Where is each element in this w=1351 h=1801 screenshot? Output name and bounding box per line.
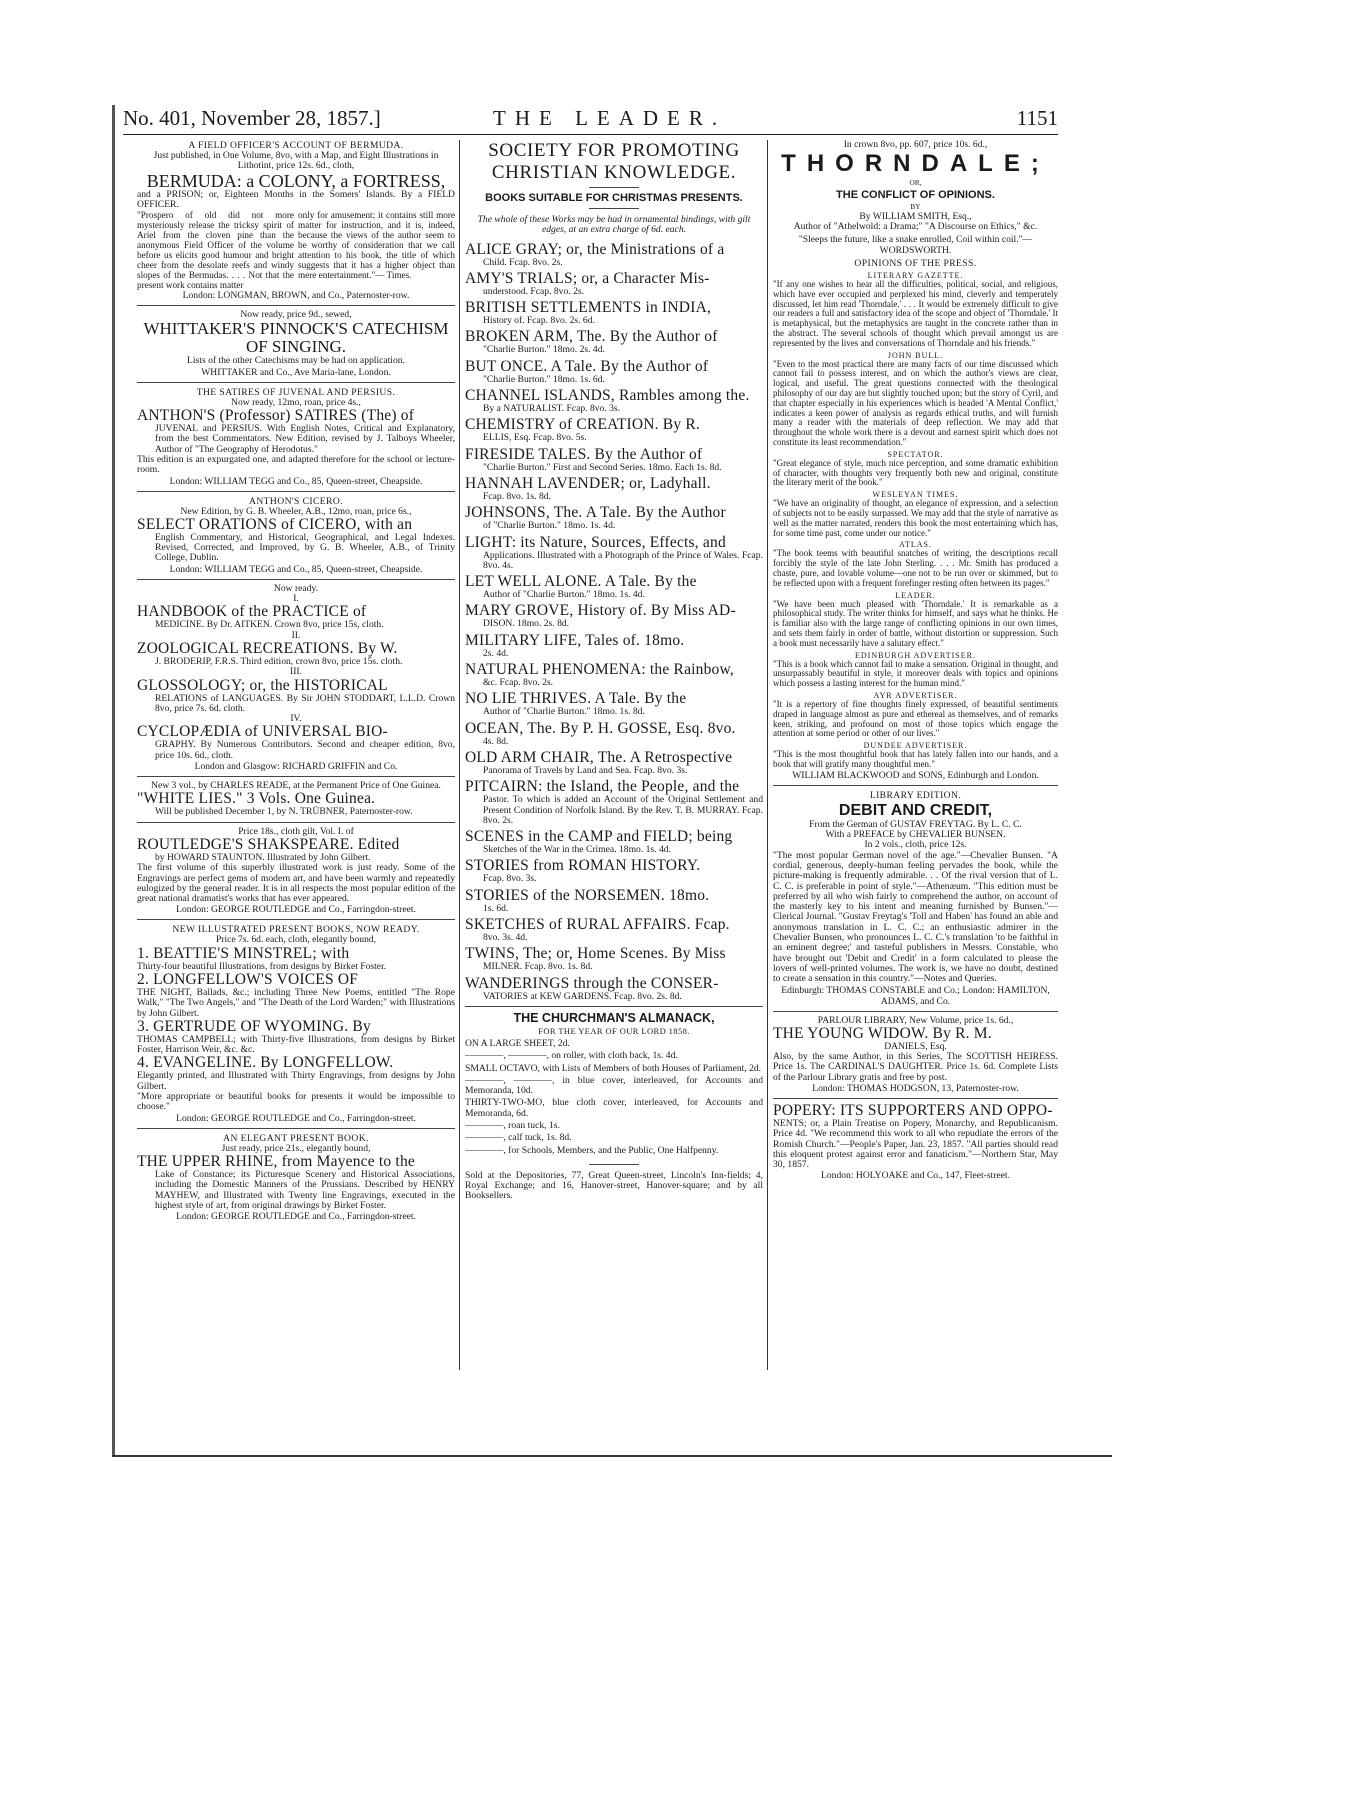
almanack-item: ————, roan tuck, 1s. <box>465 1119 560 1131</box>
newspaper-title: THE LEADER. <box>493 106 727 130</box>
book-title: PITCAIRN: the Island, the People, and the <box>465 778 740 796</box>
book-detail: Pastor. To which is added an Account of the Original Settlement and Present Condition of Norfolk Island. By the Rev. T. B. MURRAY. Fcap. 8vo. 2s. <box>483 794 763 826</box>
book-title: 2. LONGFELLOW'S VOICES OF <box>137 970 359 988</box>
issue-date: No. 401, November 28, 1857.] <box>123 106 381 130</box>
ad-intro: Now ready. <box>273 582 319 594</box>
book-detail: ELLIS, Esq. Fcap. 8vo. 5s. <box>483 432 587 444</box>
book-detail: VATORIES at KEW GARDENS. Fcap. 8vo. 2s. 8d. <box>483 990 682 1002</box>
almanack-title: THE CHURCHMAN'S ALMANACK, <box>513 1010 715 1025</box>
book-detail: &c. Fcap. 8vo. 2s. <box>483 677 554 689</box>
ad-kicker: ANTHON'S CICERO. <box>249 495 343 507</box>
almanack-item: ————, for Schools, Members, and the Public, One Halfpenny. <box>465 1144 719 1156</box>
ad-thorndale <box>773 140 1058 781</box>
review-text: "Even to the most practical there are many facts of our time discussed which cannot fail to possess interest, and on which the author's views are clear, logical, and useful. The great questions connected with the theological philosophy of our day are but slightly touched upon; but the story of Cyril, and that chapter especially in his experiences which is headed 'A Mental Conflict,' indicates a keen power of analysis as regards ethical truths, and will furnish many a reader with the materials of deep reflection. We may add that throughout the whole work there is a devout and earnest spirit which does not constitute its least recommendation." <box>773 358 1058 448</box>
ad-kicker: THE SATIRES OF JUVENAL AND PERSIUS. <box>196 386 396 398</box>
ad-body: Also, by the same Author, in this Series, The SCOTTISH HEIRESS. Price 1s. The CARDINAL'S DAUGHTER. Price 1s. 6d. Complete Lists of the Parlour Library gratis and free by post. <box>773 1051 1058 1083</box>
review-source: LITERARY GAZETTE. <box>867 271 964 281</box>
book-detail: THE NIGHT, Ballads, &c.; including Three New Poems, entitled "The Rope Walk," "The Two Angels," and "The Death of the Lord Warden;" with Illustrations by John Gilbert. <box>137 986 455 1019</box>
ad-present-books <box>137 924 455 1123</box>
ad-price: In 2 vols., cloth, price 12s. <box>864 839 967 851</box>
review-source: SPECTATOR. <box>887 449 944 459</box>
ad-kicker: NEW ILLUSTRATED PRESENT BOOKS, NOW READY. <box>172 924 420 936</box>
ad-publisher: WHITTAKER and Co., Ave Maria-lane, London. <box>201 366 391 378</box>
ad-intro: PARLOUR LIBRARY, New Volume, price 1s. 6d., <box>817 1014 1014 1026</box>
ad-intro: Just ready, price 21s., elegantly bound, <box>221 1142 371 1154</box>
almanack-item: ————, calf tuck, 1s. 8d. <box>465 1132 572 1144</box>
book-entry <box>465 535 763 572</box>
book-title: CHANNEL ISLANDS, Rambles among the. <box>465 387 750 405</box>
ad-shakspeare <box>137 827 455 916</box>
bottom-rule <box>112 1455 1112 1457</box>
ad-title: WHITTAKER'S PINNOCK'S CATECHISM OF SINGING. <box>143 319 449 357</box>
ad-reade <box>137 781 455 818</box>
book-title: BRITISH SETTLEMENTS in INDIA, <box>465 299 712 317</box>
book-detail: History of. Fcap. 8vo. 2s. 6d. <box>483 315 595 327</box>
book-title: GLOSSOLOGY; or, the HISTORICAL <box>137 676 388 694</box>
ad-subtitle: by HOWARD STAUNTON. Illustrated by John Gilbert. <box>155 851 371 863</box>
book-title: HANDBOOK of the PRACTICE of <box>137 603 367 621</box>
ad-quote <box>137 210 455 290</box>
book-detail: MEDICINE. By Dr. AITKEN. Crown 8vo, price 15s, cloth. <box>155 619 384 631</box>
ad-intro: Now ready, price 9d., sewed, <box>240 309 352 321</box>
ad-bermuda <box>137 140 455 301</box>
almanack-item: SMALL OCTAVO, with Lists of Members of both Houses of Parliament, 2d. <box>465 1062 762 1074</box>
ad-publisher: London: WILLIAM TEGG and Co., 85, Queen-street, Cheapside. <box>169 475 423 487</box>
ad-subtitle: THE CONFLICT OF OPINIONS. <box>836 188 995 201</box>
ad-intro: New 3 vol., by CHARLES READE, at the Permanent Price of One Guinea. <box>151 780 441 792</box>
ad-debit-credit <box>773 790 1058 1007</box>
review-text: "If any one wishes to hear all the difficulties, political, social, and religious, which have ever occupied and perplexed his mind, cleverly and temperately discussed, let him read 'Thorndale.' . . . It would be extremely difficult to give our readers a full and satisfactory idea of the scope and object of 'Thorndale.' It is metaphysical, but the metaphysics are taught in the concrete rather than in the abstract. The several schools of thought which prevail amongst us are represented by the lives and conversations of Thorndale and his friends." <box>773 279 1058 348</box>
book-entry <box>465 691 763 717</box>
book-entry <box>465 750 763 776</box>
book-detail: understood. Fcap. 8vo. 2s. <box>483 285 584 297</box>
almanack-subtitle: FOR THE YEAR OF OUR LORD 1858. <box>538 1025 690 1036</box>
ad-kicker: AN ELEGANT PRESENT BOOK. <box>223 1132 369 1144</box>
book-title: CHEMISTRY of CREATION. By R. <box>465 416 700 434</box>
book-entry <box>465 476 763 502</box>
book-title: SCENES in the CAMP and FIELD; being <box>465 828 733 846</box>
item-number: II. <box>291 629 301 641</box>
almanack-list <box>465 1039 763 1156</box>
book-entry <box>465 888 763 914</box>
books-heading: BOOKS SUITABLE FOR CHRISTMAS PRESENTS. <box>485 192 743 204</box>
ad-intro: Just published, in One Volume, 8vo, with a Map, and Eight Illustrations in Lithotint, price 12s. 6d., cloth, <box>153 150 439 172</box>
bindings-note: The whole of these Works may be had in ornamental bindings, with gilt edges, at an extra charge of 6d. each. <box>477 214 751 236</box>
review-source: WESLEYAN TIMES. <box>872 490 959 500</box>
review-text: "This is a book which cannot fail to make a sensation. Original in thought, and unsurpassably beautiful in style, it moreover deals with topics and opinions which possess a lasting interest for the human mind." <box>773 658 1058 689</box>
book-entry <box>465 779 763 826</box>
ad-publisher: London: THOMAS HODGSON, 13, Paternoster-row. <box>812 1082 1019 1094</box>
book-entry <box>465 662 763 688</box>
book-title: JOHNSONS, The. A Tale. By the Author <box>465 504 726 522</box>
book-entry <box>465 946 763 972</box>
opinions-heading: OPINIONS OF THE PRESS. <box>854 258 977 270</box>
column-left <box>137 140 455 1222</box>
ad-whittaker <box>137 310 455 378</box>
review-text: "We have an originality of thought, an elegance of expression, and a selection of subjects not to be easily surpassed. We may add that the style of narrative as well as the matter narrated, renders this book the most entertaining which has, for some time past, come under our notice." <box>773 498 1058 538</box>
ad-title: ROUTLEDGE'S SHAKSPEARE. Edited <box>137 835 400 853</box>
book-title: 4. EVANGELINE. By LONGFELLOW. <box>137 1054 394 1072</box>
book-detail: J. BRODERIP, F.R.S. Third edition, crown 8vo, price 15s. cloth. <box>155 655 403 667</box>
book-entry <box>465 858 763 884</box>
ad-upper-rhine <box>137 1133 455 1222</box>
book-title: NO LIE THRIVES. A Tale. By the <box>465 690 687 708</box>
book-entry <box>465 242 763 268</box>
ad-publisher: London: LONGMAN, BROWN, and Co., Paternoster-row. <box>182 290 410 302</box>
book-entry <box>465 721 763 747</box>
ad-intro: In crown 8vo, pp. 607, price 10s. 6d., <box>843 140 988 150</box>
book-detail: Fcap. 8vo. 3s. <box>483 873 537 885</box>
review-text: "The book teems with beautiful snatches of writing, the descriptions recall forcibly the style of the late John Sterling. . . . Mr. Smith has produced a chaste, pure, and lovable volume—one not to be run over or skimmed, but to be reflected upon with a frequent forefinger resting often between its pages." <box>773 548 1058 588</box>
book-detail: Thirty-four beautiful Illustrations, from designs by Birket Foster. <box>137 960 387 972</box>
book-title: STORIES from ROMAN HISTORY. <box>465 857 701 875</box>
book-detail: 4s. 8d. <box>483 735 509 747</box>
ad-publisher: Edinburgh: THOMAS CONSTABLE and Co.; London: HAMILTON, ADAMS, and Co. <box>781 984 1050 1007</box>
review-text: "It is a repertory of fine thoughts finely expressed, of beautiful sentiments draped in language almost as pure and ethereal as themselves, and of remarks keen, striking, and profound on most of those topics which engage the attention at some period or other of our lives." <box>773 698 1058 739</box>
ad-title: BERMUDA: a COLONY, a FORTRESS, <box>146 170 446 191</box>
book-title: LET WELL ALONE. A Tale. By the <box>465 573 697 591</box>
page-header <box>123 100 1058 135</box>
almanack-item: ————, ————, in blue cover, interleaved, for Accounts and Memoranda, 10d. <box>465 1074 763 1097</box>
book-title: 1. BEATTIE'S MINSTREL; with <box>137 944 350 962</box>
ad-body: Lists of the other Catechisms may be had on application. <box>187 355 405 367</box>
book-title: WANDERINGS through the CONSER- <box>465 974 719 992</box>
review-source: JOHN BULL. <box>887 350 944 360</box>
book-entry <box>465 633 763 659</box>
ad-author: By WILLIAM SMITH, Esq., <box>859 210 972 222</box>
almanack-item: THIRTY-TWO-MO, blue cloth cover, interleaved, for Accounts and Memoranda, 6d. <box>465 1097 763 1119</box>
ad-or: OR, <box>909 178 922 188</box>
book-entry <box>465 505 763 531</box>
book-detail: MILNER. Fcap. 8vo. 1s. 8d. <box>483 961 593 973</box>
ad-title: THORNDALE; <box>781 150 1050 178</box>
item-number: IV. <box>290 713 302 725</box>
page-edge <box>112 105 115 1455</box>
item-number: I. <box>293 593 299 605</box>
ad-body: Will be published December 1, by N. TRÜBNER, Paternoster-row. <box>155 806 413 818</box>
book-entry <box>465 388 763 414</box>
ad-juvenal <box>137 387 455 487</box>
ad-title: THE UPPER RHINE, from Mayence to the <box>137 1152 415 1170</box>
book-detail: Panorama of Travels by Land and Sea. Fcap. 8vo. 3s. <box>483 764 688 776</box>
book-detail: 2s. 4d. <box>483 647 509 659</box>
book-title: MARY GROVE, History of. By Miss AD- <box>465 602 736 620</box>
book-title: FIRESIDE TALES. By the Author of <box>465 445 703 463</box>
book-entry <box>465 447 763 473</box>
ad-intro: Now ready, 12mo, roan, price 4s., <box>231 396 361 408</box>
ad-intro: Price 18s., cloth gilt, Vol. I. of <box>238 825 354 837</box>
ad-intro: Price 7s. 6d. each, cloth, elegantly bound, <box>215 934 377 946</box>
ad-kicker: A FIELD OFFICER'S ACCOUNT OF BERMUDA. <box>188 140 404 151</box>
ad-body: JUVENAL and PERSIUS. With English Notes, Critical and Explanatory, from the best Commentators. New Edition, revised by J. Talboys Wheeler, Author of "The Geography of Herodotus." <box>155 423 455 455</box>
ad-title: THE YOUNG WIDOW. By R. M. <box>773 1024 992 1042</box>
book-detail: Author of "Charlie Burton." 18mo. 1s. 4d. <box>483 589 645 601</box>
book-title: TWINS, The; or, Home Scenes. By Miss <box>465 945 726 963</box>
review-source: AYR ADVERTISER. <box>873 690 958 700</box>
book-detail: "Charlie Burton." 18mo. 1s. 6d. <box>483 373 605 385</box>
ad-body: "The most popular German novel of the age."—Chevalier Bunsen. "A cordial, generous, deeply-human feeling pervades the book, while the picture-making is frequently admirable. . . Of the rival version that of L. C. C. is preferable in point of style."—Athenæum. "This edition must be preferred by all who wish fairly to comprehend the author, on account of the masterly key to his intent and meaning furnished by Bunsen."—Clerical Journal. "Gustav Freytag's 'Toll and Haben' has found an able and anonymous translation in L. C. C.; an enthusiastic admirer in the Chevalier Bunsen, who pronounces L. C. C.'s translation 'to be faithful in an eminent degree;' and tasteful publishers in Messrs. Constable, who have brought out 'Debit and Credit' in a form calculated to please the lovers of well-printed volumes. The work is, we have no doubt, destined to create a sensation in this country."—Notes and Queries. <box>773 849 1058 985</box>
ad-subtitle: DANIELS, Esq. <box>884 1040 947 1052</box>
review-source: EDINBURGH ADVERTISER. <box>855 650 976 660</box>
ad-publisher: London: GEORGE ROUTLEDGE and Co., Farringdon-street. <box>176 1112 416 1124</box>
column-rule <box>767 140 768 1370</box>
book-title: ZOOLOGICAL RECREATIONS. By W. <box>137 639 398 657</box>
ad-title: POPERY: ITS SUPPORTERS AND OPPO- <box>773 1101 1053 1119</box>
book-title: BUT ONCE. A Tale. By the Author of <box>465 357 709 375</box>
review-list <box>773 271 1058 770</box>
book-title: LIGHT: its Nature, Sources, Effects, and <box>465 533 726 551</box>
review-source: DUNDEE ADVERTISER. <box>863 741 968 751</box>
column-right <box>773 140 1058 1181</box>
book-detail: Author of "Charlie Burton." 18mo. 1s. 8d. <box>483 706 645 718</box>
book-detail: THOMAS CAMPBELL; with Thirty-five Illustrations, from designs by Birket Foster, Harrison Weir, &c. &c. <box>137 1033 455 1056</box>
book-entry <box>465 829 763 855</box>
book-detail: DISON. 18mo. 2s. 8d. <box>483 618 570 630</box>
column-rule <box>459 140 460 1370</box>
review-source: ATLAS. <box>899 540 932 550</box>
ad-body: Lake of Constance; its Picturesque Scenery and Historical Associations, including the Domestic Manners of the Prussians. Described by HENRY MAYHEW, and Illustrated with Twenty line Engravings, executed in the highest style of art, from original drawings by Birket Foster. <box>155 1168 455 1211</box>
ad-publisher: London: HOLYOAKE and Co., 147, Fleet-street. <box>820 1170 1011 1182</box>
book-detail: Child. Fcap. 8vo. 2s. <box>483 256 563 268</box>
book-detail: Sketches of the War in the Crimea. 18mo. 1s. 4d. <box>483 844 671 856</box>
almanack-item: ON A LARGE SHEET, 2d. <box>465 1037 570 1049</box>
ad-publisher: London: GEORGE ROUTLEDGE and Co., Farringdon-street. <box>176 904 416 916</box>
depositories-note: Sold at the Depositories, 77, Great Queen-street, Lincoln's Inn-fields; 4, Royal Exchange; and 16, Hanover-street, Hanover-square; and by all Booksellers. <box>465 1169 763 1202</box>
column-middle <box>465 140 763 1202</box>
book-detail: Applications. Illustrated with a Photograph of the Prince of Wales. Fcap. 8vo. 4s. <box>483 549 763 571</box>
ad-from: From the German of GUSTAV FREYTAG. By L. C. C. <box>809 818 1022 830</box>
ad-publisher: WILLIAM BLACKWOOD and SONS, Edinburgh and London. <box>792 769 1039 781</box>
ad-preface: With a PREFACE by CHEVALIER BUNSEN. <box>825 829 1006 841</box>
ad-cicero <box>137 496 455 575</box>
quote-left: "Prospero of old did not more mysteriously release the tricksy spirit of Ariel from the cloven pine than the anonymous Field Officer of the volume before us elicits good humour and bright cheer from the desolate reefs and windy slopes of the Bermudas. . . . Not that the present work contains matter <box>137 210 294 291</box>
ad-intro: New Edition, by G. B. Wheeler, A.B., 12mo, roan, price 6s., <box>180 505 412 517</box>
item-number: III. <box>290 666 302 678</box>
book-title: OCEAN, The. By P. H. GOSSE, Esq. 8vo. <box>465 719 736 737</box>
book-entry <box>465 417 763 443</box>
quote-right: only for amusement; it contains still more matter for instruction, and it is, indeed, because the views of the author seem to be worthy of consideration that we call attention to his book, the title of which suggests that it has a higher object than mere entertainment."— Times. <box>298 210 455 281</box>
book-title: MILITARY LIFE, Tales of. 18mo. <box>465 631 685 649</box>
ad-popery <box>773 1103 1058 1181</box>
book-title: BROKEN ARM, The. By the Author of <box>465 328 718 346</box>
book-detail: of "Charlie Burton." 18mo. 1s. 4d. <box>483 520 616 532</box>
almanack-item: ————, ————, on roller, with cloth back, 1s. 4d. <box>465 1050 678 1062</box>
book-list <box>465 242 763 1002</box>
book-detail: GRAPHY. By Numerous Contributors. Second and cheaper edition, 8vo, price 10s. 6d., cloth. <box>155 739 455 761</box>
ad-author-works: Author of "Athelwold: a Drama;" "A Discourse on Ethics," &c. <box>793 221 1038 233</box>
book-detail: RELATIONS of LANGUAGES. By Sir JOHN STODDART, L.L.D. Crown 8vo, price 7s. 6d. cloth. <box>155 692 455 714</box>
book-detail: Fcap. 8vo. 1s. 8d. <box>483 490 551 502</box>
ad-body: NENTS; or, a Plain Treatise on Popery, Monarchy, and Republicanism. Price 4d. "We recommend this work to all who repudiate the errors of the Romish Church."—People's Paper, Jan. 23, 1857. "All parties should read this eloquent protest against error and fanaticism."—Northern Star, May 30, 1857. <box>773 1117 1058 1171</box>
book-title: 3. GERTRUDE OF WYOMING. By <box>137 1017 371 1035</box>
ad-body: English Commentary, and Historical, Geographical, and Legal Indexes. Revised, Corrected, and Improved, by G. B. Wheeler, A.B., of Trinity College, Dublin. <box>155 531 455 564</box>
review-source: LEADER. <box>895 590 936 600</box>
ad-subtitle: and a PRISON; or, Eighteen Months in the Somers' Islands. By a FIELD OFFICER. <box>137 188 455 210</box>
book-title: SKETCHES of RURAL AFFAIRS. Fcap. <box>465 916 730 934</box>
book-detail: "Charlie Burton." First and Second Series. 18mo. Each 1s. 8d. <box>483 461 722 473</box>
book-detail: "Charlie Burton." 18mo. 2s. 4d. <box>483 344 605 356</box>
book-entry <box>465 359 763 385</box>
review-text: "We have been much pleased with 'Thorndale.' It is remarkable as a philosophical study. The writer thinks for himself, and says what he thinks. He is familiar also with the large range of conflicting opinions in our own times, and sets them fairly in order of battle, without distortion or suppression. Such a book must necessarily have a salutary effect." <box>773 598 1058 648</box>
book-title: AMY'S TRIALS; or, a Character Mis- <box>465 269 710 287</box>
ad-title: SELECT ORATIONS of CICERO, with an <box>137 515 413 533</box>
book-entry <box>465 574 763 600</box>
ad-body: The first volume of this superbly illustrated work is just ready. Some of the Engravings are perfect gems of modern art, and have been warmly and repeatedly eulogized by the general reader. It is in all respects the most popular edition of the great national dramatist's works that has ever appeared. <box>137 862 455 905</box>
ad-title: DEBIT AND CREDIT, <box>838 801 993 819</box>
review-text: "This is the most thoughtful book that has lately fallen into our hands, and a book that will gratify many thoughtful men." <box>773 749 1058 769</box>
book-title: STORIES of the NORSEMEN. 18mo. <box>465 886 710 904</box>
book-title: CYCLOPÆDIA of UNIVERSAL BIO- <box>137 723 388 741</box>
book-title: OLD ARM CHAIR, The. A Retrospective <box>465 748 733 766</box>
ad-young-widow <box>773 1016 1058 1094</box>
book-detail: Elegantly printed, and Illustrated with Thirty Engravings, from designs by John Gilbert. <box>137 1070 455 1092</box>
ad-motto: "Sleeps the future, like a snake enrolled, Coil within coil."—WORDSWORTH. <box>798 234 1033 256</box>
ad-body: This edition is an expurgated one, and adapted therefore for the school or lecture-room. <box>137 453 455 476</box>
book-entry <box>465 976 763 1002</box>
society-title: SOCIETY FOR PROMOTING CHRISTIAN KNOWLEDGE. <box>488 140 740 183</box>
book-title: ALICE GRAY; or, the Ministrations of a <box>465 240 725 258</box>
book-title: NATURAL PHENOMENA: the Rainbow, <box>465 661 734 679</box>
book-title: HANNAH LAVENDER; or, Ladyhall. <box>465 474 711 492</box>
ad-publisher: London: WILLIAM TEGG and Co., 85, Queen-street, Cheapside. <box>169 563 423 575</box>
ad-griffin <box>137 584 455 772</box>
ad-publisher: London and Glasgow: RICHARD GRIFFIN and Co. <box>194 761 398 773</box>
book-entry <box>465 329 763 355</box>
ad-by: BY <box>910 201 921 211</box>
book-detail: 8vo. 3s. 4d. <box>483 932 528 944</box>
review-text: "Great elegance of style, much nice perception, and some dramatic exhibition of character, with thoughts very frequently both new and original, constitute the literary merit of the book." <box>773 457 1058 488</box>
book-entry <box>465 603 763 629</box>
ad-note: "More appropriate or beautiful books for presents it would be impossible to choose." <box>137 1091 455 1113</box>
book-entry <box>465 271 763 297</box>
book-detail: By a NATURALIST. Fcap. 8vo. 3s. <box>483 403 621 415</box>
book-detail: 1s. 6d. <box>483 902 509 914</box>
ad-title: "WHITE LIES." 3 Vols. One Guinea. <box>137 790 376 808</box>
ad-kicker: LIBRARY EDITION. <box>869 789 962 801</box>
ad-title: ANTHON'S (Professor) SATIRES (The) of <box>137 407 415 425</box>
page-number: 1151 <box>1016 106 1058 130</box>
book-entry <box>465 300 763 326</box>
ad-publisher: London: GEORGE ROUTLEDGE and Co., Farringdon-street. <box>176 1211 416 1223</box>
book-entry <box>465 917 763 943</box>
